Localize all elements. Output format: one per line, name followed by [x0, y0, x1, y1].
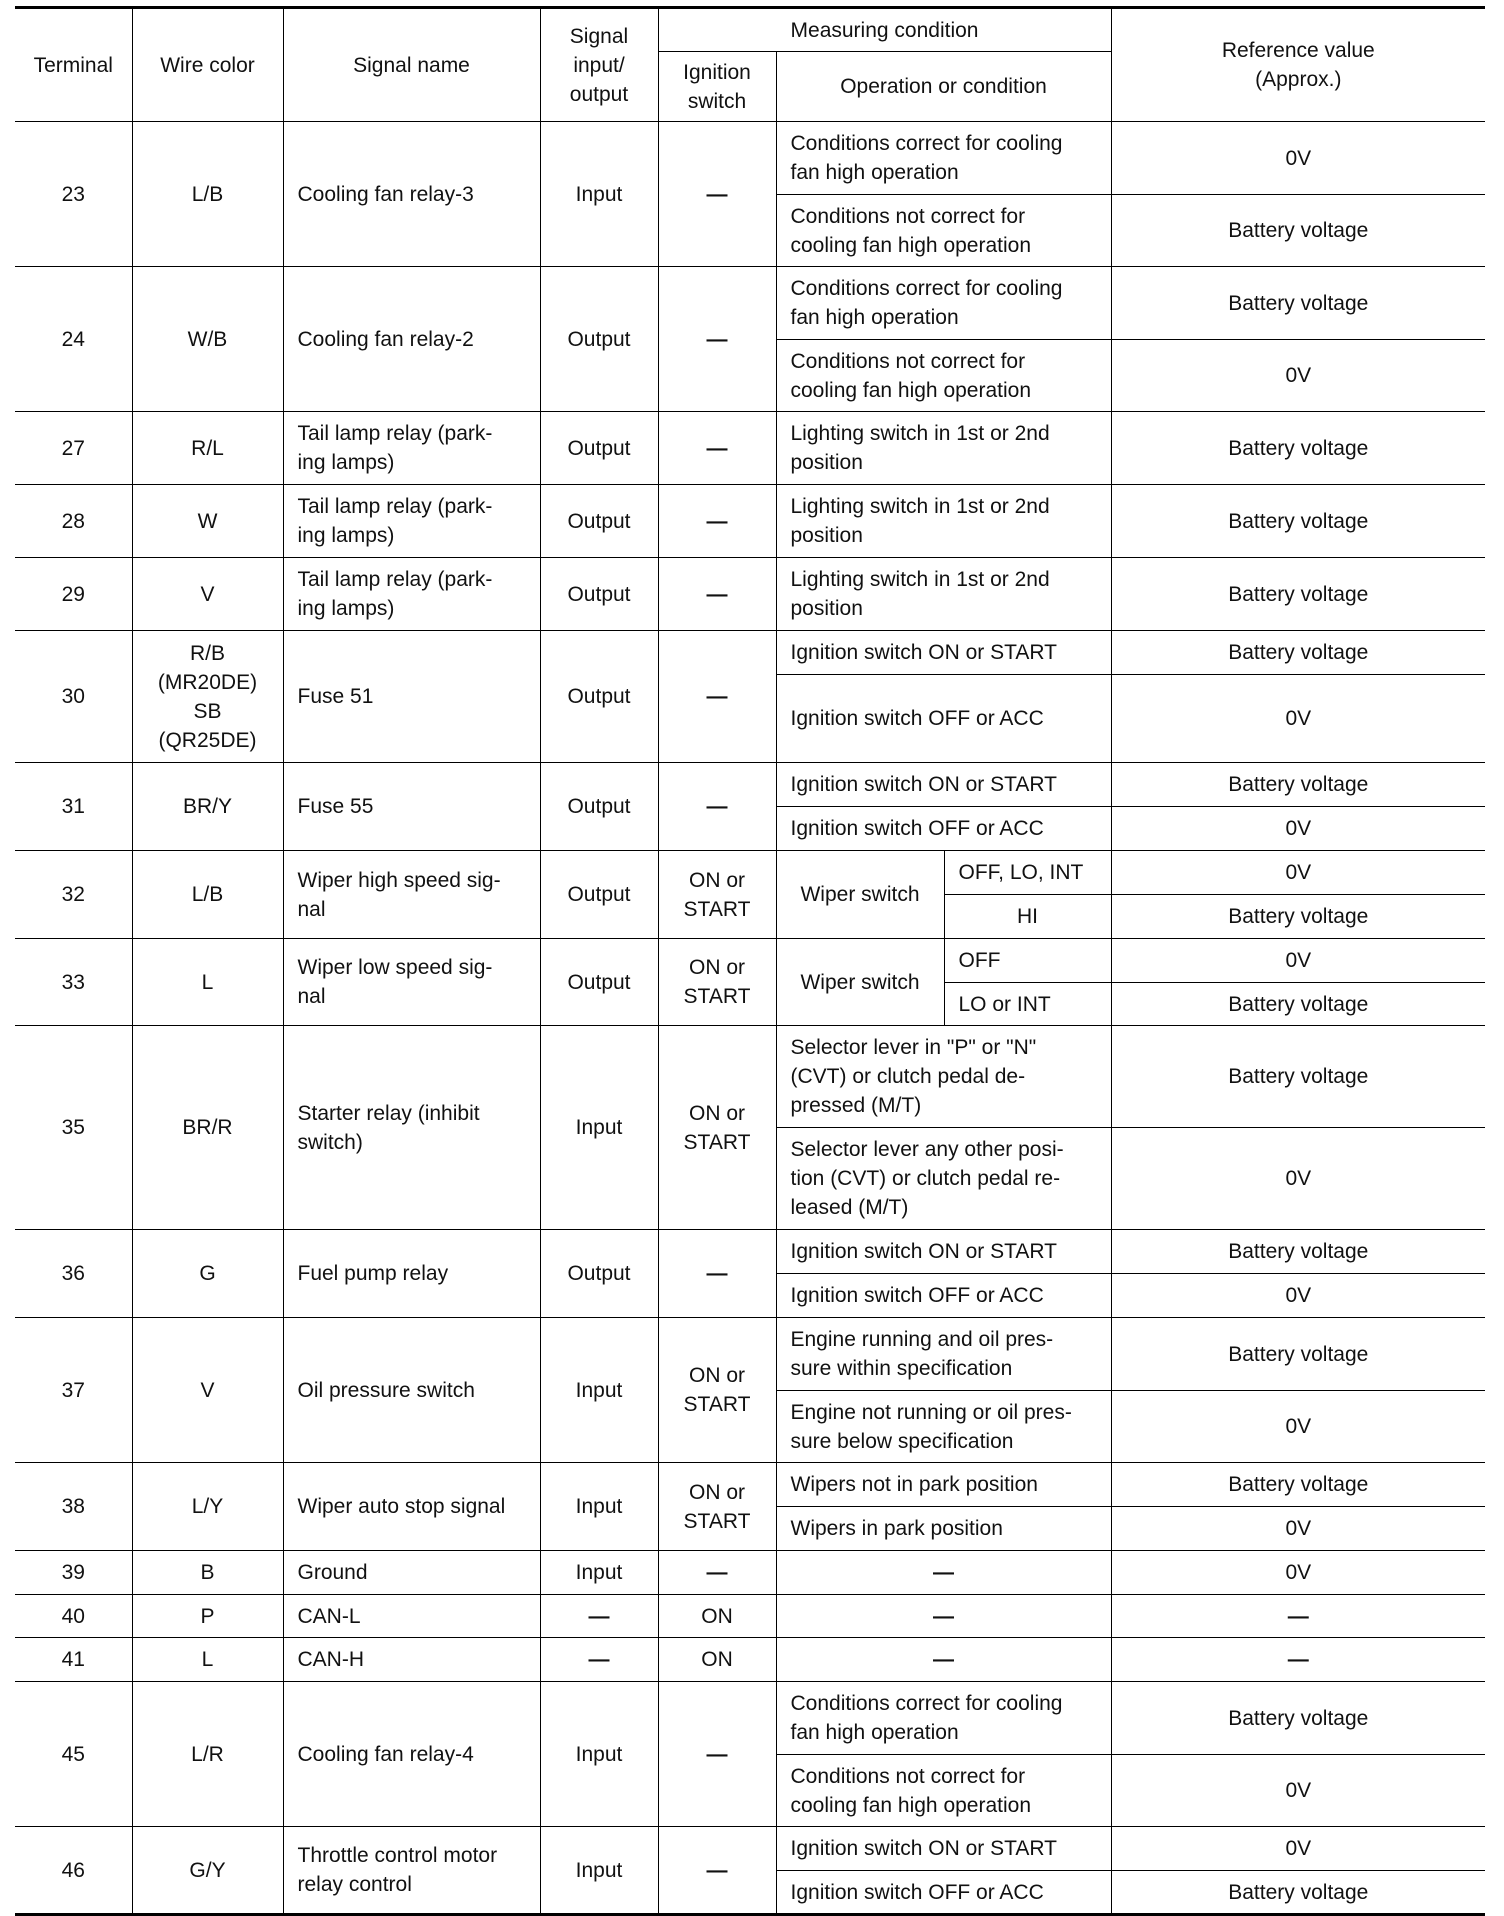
table-body: [15, 122, 1485, 1915]
operation-cell: Conditions not correct for cooling fan high operation: [776, 340, 1111, 412]
ignition-switch-cell: —: [658, 1827, 776, 1915]
signal-name-cell: Tail lamp relay (park- ing lamps): [283, 485, 540, 558]
table-row: [15, 631, 1485, 675]
signal-io-cell: Output: [540, 412, 658, 485]
terminal-cell: 31: [15, 763, 132, 851]
ignition-switch-cell: ON: [658, 1638, 776, 1682]
signal-io-cell: Output: [540, 267, 658, 412]
wire-color-cell: P: [132, 1595, 283, 1638]
reference-value-cell: Battery voltage: [1111, 1682, 1485, 1755]
terminal-cell: 36: [15, 1230, 132, 1318]
ignition-switch-cell: ON or START: [658, 1463, 776, 1551]
signal-name-cell: Fuse 51: [283, 631, 540, 763]
table-row: [15, 1638, 1485, 1682]
reference-value-cell: Battery voltage: [1111, 195, 1485, 267]
wire-color-cell: W/B: [132, 267, 283, 412]
wire-color-cell: V: [132, 1318, 283, 1463]
operation-cell: Wipers in park position: [776, 1507, 1111, 1551]
operation-cell: Conditions not correct for cooling fan high operation: [776, 1755, 1111, 1827]
header-signal-name: Signal name: [283, 8, 540, 122]
header-row-top: [15, 8, 1485, 52]
table-row: [15, 267, 1485, 340]
table-row: [15, 1827, 1485, 1871]
ignition-switch-cell: —: [658, 122, 776, 267]
operation-cell: HI: [944, 895, 1111, 939]
signal-io-cell: Output: [540, 631, 658, 763]
operation-cell: Lighting switch in 1st or 2nd position: [776, 412, 1111, 485]
ignition-switch-cell: ON or START: [658, 939, 776, 1026]
reference-value-cell: Battery voltage: [1111, 983, 1485, 1026]
wire-color-cell: BR/R: [132, 1026, 283, 1230]
terminal-cell: 28: [15, 485, 132, 558]
operation-cell: LO or INT: [944, 983, 1111, 1026]
operation-cell: Engine running and oil pres- sure within specification: [776, 1318, 1111, 1391]
operation-cell: Selector lever any other posi- tion (CVT) or clutch pedal re- leased (M/T): [776, 1128, 1111, 1230]
table-row: [15, 485, 1485, 558]
reference-value-cell: Battery voltage: [1111, 1871, 1485, 1915]
operation-cell: OFF, LO, INT: [944, 851, 1111, 895]
signal-name-cell: Tail lamp relay (park- ing lamps): [283, 412, 540, 485]
signal-name-cell: Wiper low speed sig- nal: [283, 939, 540, 1026]
signal-name-cell: Oil pressure switch: [283, 1318, 540, 1463]
wire-color-cell: B: [132, 1551, 283, 1595]
reference-value-cell: 0V: [1111, 1551, 1485, 1595]
signal-name-cell: Fuse 55: [283, 763, 540, 851]
reference-value-cell: Battery voltage: [1111, 1318, 1485, 1391]
reference-value-cell: 0V: [1111, 340, 1485, 412]
operation-cell: Engine not running or oil pres- sure below specification: [776, 1391, 1111, 1463]
ignition-switch-cell: ON or START: [658, 1318, 776, 1463]
signal-io-cell: Output: [540, 485, 658, 558]
ignition-switch-cell: —: [658, 558, 776, 631]
reference-value-cell: 0V: [1111, 851, 1485, 895]
reference-value-cell: —: [1111, 1595, 1485, 1638]
header-terminal: Terminal: [15, 8, 132, 122]
reference-value-cell: —: [1111, 1638, 1485, 1682]
header-signal-io: Signal input/ output: [540, 8, 658, 122]
ignition-switch-cell: —: [658, 763, 776, 851]
reference-value-cell: Battery voltage: [1111, 485, 1485, 558]
reference-value-cell: 0V: [1111, 807, 1485, 851]
ignition-switch-cell: ON or START: [658, 1026, 776, 1230]
terminal-cell: 33: [15, 939, 132, 1026]
signal-io-cell: Output: [540, 851, 658, 939]
reference-value-cell: 0V: [1111, 1755, 1485, 1827]
reference-value-cell: Battery voltage: [1111, 1230, 1485, 1274]
terminal-cell: 27: [15, 412, 132, 485]
signal-io-cell: Input: [540, 1318, 658, 1463]
signal-io-cell: Input: [540, 122, 658, 267]
wire-color-cell: L/B: [132, 122, 283, 267]
reference-value-cell: Battery voltage: [1111, 1026, 1485, 1128]
terminal-cell: 35: [15, 1026, 132, 1230]
signal-io-cell: Input: [540, 1682, 658, 1827]
operation-cell: Lighting switch in 1st or 2nd position: [776, 485, 1111, 558]
ignition-switch-cell: —: [658, 1551, 776, 1595]
ignition-switch-cell: —: [658, 631, 776, 763]
reference-value-cell: Battery voltage: [1111, 895, 1485, 939]
reference-value-cell: Battery voltage: [1111, 267, 1485, 340]
wire-color-cell: BR/Y: [132, 763, 283, 851]
signal-name-cell: Cooling fan relay-4: [283, 1682, 540, 1827]
signal-name-cell: Fuel pump relay: [283, 1230, 540, 1318]
ignition-switch-cell: —: [658, 412, 776, 485]
operation-cell: Ignition switch ON or START: [776, 631, 1111, 675]
signal-io-cell: —: [540, 1638, 658, 1682]
operation-cell: Conditions correct for cooling fan high operation: [776, 267, 1111, 340]
operation-cell: Ignition switch OFF or ACC: [776, 1274, 1111, 1318]
signal-name-cell: Ground: [283, 1551, 540, 1595]
signal-name-cell: Wiper auto stop signal: [283, 1463, 540, 1551]
signal-name-cell: Wiper high speed sig- nal: [283, 851, 540, 939]
ignition-switch-cell: —: [658, 267, 776, 412]
signal-io-cell: Input: [540, 1551, 658, 1595]
terminal-cell: 39: [15, 1551, 132, 1595]
reference-value-cell: 0V: [1111, 939, 1485, 983]
signal-io-cell: Output: [540, 939, 658, 1026]
signal-io-cell: —: [540, 1595, 658, 1638]
signal-io-cell: Output: [540, 558, 658, 631]
terminal-cell: 24: [15, 267, 132, 412]
signal-io-cell: Output: [540, 1230, 658, 1318]
operation-cell: —: [776, 1595, 1111, 1638]
ignition-switch-cell: ON or START: [658, 851, 776, 939]
table-row: [15, 412, 1485, 485]
reference-value-cell: 0V: [1111, 675, 1485, 763]
table-row: [15, 851, 1485, 895]
header-measuring-condition: Measuring condition: [658, 8, 1111, 52]
ignition-switch-cell: —: [658, 1230, 776, 1318]
signal-name-cell: Cooling fan relay-2: [283, 267, 540, 412]
signal-name-cell: CAN-H: [283, 1638, 540, 1682]
signal-name-cell: CAN-L: [283, 1595, 540, 1638]
wire-color-cell: L/Y: [132, 1463, 283, 1551]
signal-name-cell: Throttle control motor relay control: [283, 1827, 540, 1915]
signal-name-cell: Tail lamp relay (park- ing lamps): [283, 558, 540, 631]
operation-cell: Selector lever in "P" or "N" (CVT) or clutch pedal de- pressed (M/T): [776, 1026, 1111, 1128]
table-row: [15, 1463, 1485, 1507]
table-row: [15, 122, 1485, 195]
wire-color-cell: L: [132, 939, 283, 1026]
wire-color-cell: W: [132, 485, 283, 558]
table-row: [15, 1026, 1485, 1128]
reference-value-cell: Battery voltage: [1111, 558, 1485, 631]
terminal-reference-table-sheet: [15, 6, 1485, 1916]
header-wire-color: Wire color: [132, 8, 283, 122]
wire-color-cell: V: [132, 558, 283, 631]
table-row: [15, 1595, 1485, 1638]
wire-color-cell: R/B (MR20DE) SB (QR25DE): [132, 631, 283, 763]
operation-cell: —: [776, 1551, 1111, 1595]
terminal-cell: 45: [15, 1682, 132, 1827]
sub-condition-label-cell: Wiper switch: [776, 851, 944, 939]
operation-cell: —: [776, 1638, 1111, 1682]
signal-io-cell: Input: [540, 1026, 658, 1230]
table-row: [15, 939, 1485, 983]
reference-value-cell: Battery voltage: [1111, 631, 1485, 675]
signal-io-cell: Output: [540, 763, 658, 851]
terminal-cell: 32: [15, 851, 132, 939]
operation-cell: Ignition switch ON or START: [776, 1827, 1111, 1871]
reference-value-cell: 0V: [1111, 1507, 1485, 1551]
reference-value-cell: 0V: [1111, 1128, 1485, 1230]
operation-cell: Conditions not correct for cooling fan high operation: [776, 195, 1111, 267]
ignition-switch-cell: ON: [658, 1595, 776, 1638]
terminal-reference-table: [15, 6, 1485, 1916]
header-ignition-switch: Ignition switch: [658, 52, 776, 122]
operation-cell: Conditions correct for cooling fan high operation: [776, 1682, 1111, 1755]
terminal-cell: 29: [15, 558, 132, 631]
terminal-cell: 46: [15, 1827, 132, 1915]
reference-value-cell: Battery voltage: [1111, 412, 1485, 485]
table-row: [15, 1230, 1485, 1274]
operation-cell: Ignition switch ON or START: [776, 1230, 1111, 1274]
operation-cell: Ignition switch OFF or ACC: [776, 675, 1111, 763]
reference-value-cell: Battery voltage: [1111, 763, 1485, 807]
terminal-cell: 38: [15, 1463, 132, 1551]
operation-cell: Ignition switch OFF or ACC: [776, 1871, 1111, 1915]
terminal-cell: 40: [15, 1595, 132, 1638]
terminal-cell: 37: [15, 1318, 132, 1463]
reference-value-cell: 0V: [1111, 1274, 1485, 1318]
reference-value-cell: Battery voltage: [1111, 1463, 1485, 1507]
wire-color-cell: G: [132, 1230, 283, 1318]
wire-color-cell: L: [132, 1638, 283, 1682]
wire-color-cell: G/Y: [132, 1827, 283, 1915]
table-row: [15, 558, 1485, 631]
signal-io-cell: Input: [540, 1463, 658, 1551]
table-row: [15, 1318, 1485, 1391]
table-row: [15, 1551, 1485, 1595]
signal-io-cell: Input: [540, 1827, 658, 1915]
terminal-cell: 30: [15, 631, 132, 763]
operation-cell: Ignition switch ON or START: [776, 763, 1111, 807]
terminal-cell: 41: [15, 1638, 132, 1682]
wire-color-cell: L/B: [132, 851, 283, 939]
operation-cell: Conditions correct for cooling fan high operation: [776, 122, 1111, 195]
terminal-cell: 23: [15, 122, 132, 267]
operation-cell: Wipers not in park position: [776, 1463, 1111, 1507]
operation-cell: OFF: [944, 939, 1111, 983]
header-operation-condition: Operation or condition: [776, 52, 1111, 122]
signal-name-cell: Cooling fan relay-3: [283, 122, 540, 267]
wire-color-cell: R/L: [132, 412, 283, 485]
signal-name-cell: Starter relay (inhibit switch): [283, 1026, 540, 1230]
reference-value-cell: 0V: [1111, 1827, 1485, 1871]
table-row: [15, 1682, 1485, 1755]
reference-value-cell: 0V: [1111, 122, 1485, 195]
reference-value-cell: 0V: [1111, 1391, 1485, 1463]
operation-cell: Lighting switch in 1st or 2nd position: [776, 558, 1111, 631]
header-reference-value: Reference value (Approx.): [1111, 8, 1485, 122]
sub-condition-label-cell: Wiper switch: [776, 939, 944, 1026]
table-row: [15, 763, 1485, 807]
operation-cell: Ignition switch OFF or ACC: [776, 807, 1111, 851]
ignition-switch-cell: —: [658, 485, 776, 558]
ignition-switch-cell: —: [658, 1682, 776, 1827]
wire-color-cell: L/R: [132, 1682, 283, 1827]
